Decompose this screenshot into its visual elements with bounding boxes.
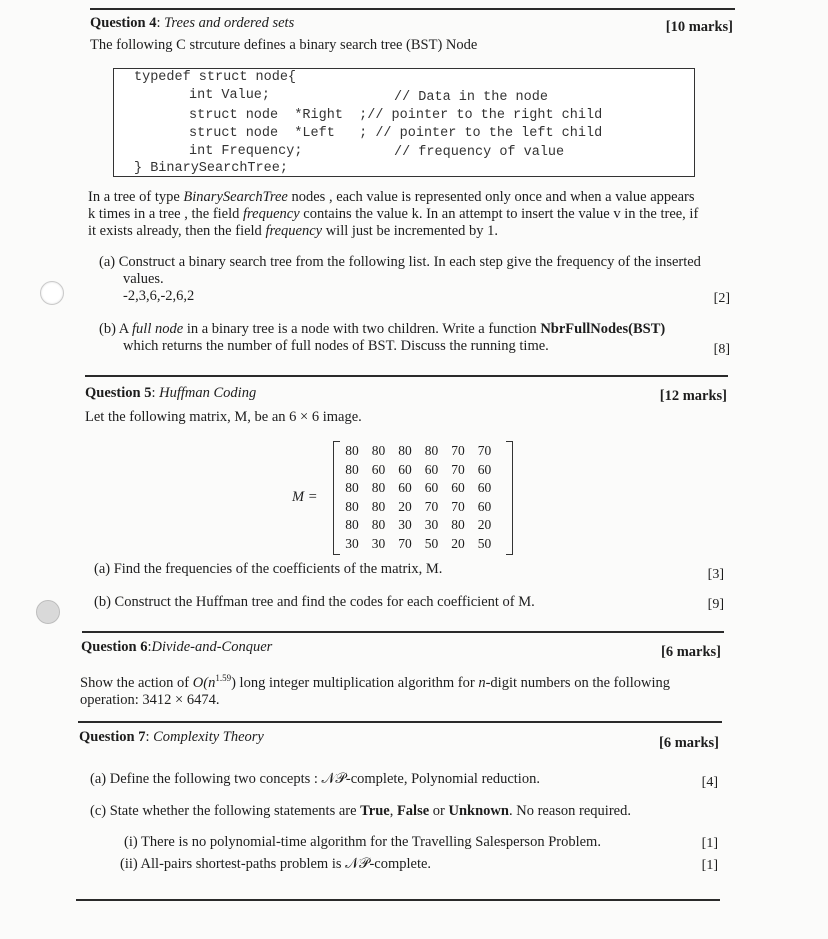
q4-a-marks: [2] — [713, 291, 730, 306]
q4-marks: [10 marks] — [665, 19, 733, 35]
matrix-cell: 80 — [345, 443, 359, 458]
matrix-cell: 50 — [477, 536, 492, 551]
q7-a-marks: [4] — [701, 775, 718, 790]
code-line: } BinarySearchTree; — [134, 161, 288, 176]
top-rule — [90, 8, 735, 10]
matrix-cell: 80 — [371, 480, 386, 496]
code-comment: // frequency of value — [394, 145, 565, 160]
matrix-cell: 70 — [424, 498, 439, 514]
q4-part-b: (b) A full node in a binary tree is a node with two children. Write a function NbrFullNodes(BST) which returns the number of full nodes of BST. Discuss the running time. — [99, 321, 666, 354]
section-rule — [82, 631, 724, 633]
q7-i-marks: [1] — [701, 836, 718, 851]
q7-ii-marks: [1] — [701, 858, 718, 873]
matrix-m — [333, 441, 513, 554]
matrix-cell: 30 — [345, 536, 359, 551]
matrix-left-bracket — [333, 441, 340, 555]
matrix-cell: 20 — [451, 536, 465, 551]
q4-part-a: (a) Construct a binary search tree from the following list. In each step give the frequency of the inserted values. -2,3,6,-2,6,2 — [99, 254, 701, 304]
matrix-cell: 80 — [371, 443, 386, 458]
matrix-cell: 30 — [371, 536, 386, 551]
q4-intro: The following C strcuture defines a binary search tree (BST) Node — [90, 37, 478, 53]
q6-title: Question 6:Divide-and-Conquer — [81, 639, 273, 655]
matrix-cell: 60 — [371, 461, 386, 477]
section-rule — [78, 721, 722, 723]
matrix-cell: 70 — [398, 536, 412, 551]
q5-part-a: (a) Find the frequencies of the coefficients of the matrix, M. — [94, 561, 443, 577]
matrix-cell: 30 — [424, 517, 439, 533]
matrix-cell: 20 — [398, 498, 412, 514]
matrix-cell: 80 — [345, 517, 359, 533]
q5-a-marks: [3] — [707, 567, 724, 582]
matrix-cell: 60 — [477, 498, 492, 514]
q4-b-marks: [8] — [713, 342, 730, 357]
matrix-cell: 30 — [398, 517, 412, 533]
matrix-cell: 60 — [477, 480, 492, 496]
q7-part-c: (c) State whether the following statements are True, False or Unknown. No reason required. — [90, 803, 631, 819]
section-rule — [85, 375, 728, 377]
matrix-cell: 60 — [477, 461, 492, 477]
q5-title: Question 5: Huffman Coding — [85, 385, 257, 401]
q4-paragraph: In a tree of type BinarySearchTree nodes , each value is represented only once and when a value appears k times in a tree , the field frequency contains the value k. In an attempt to insert the value v in the tree, if it exists already, then the field frequency will just be incremented by 1. — [88, 189, 699, 239]
q7-part-c-ii: (ii) All-pairs shortest-paths problem is 𝒩𝒫-complete. — [120, 856, 432, 872]
q5-b-marks: [9] — [707, 597, 724, 612]
code-line: int Frequency; — [189, 144, 303, 159]
matrix-cell: 80 — [345, 480, 359, 496]
matrix-cell: 70 — [451, 498, 465, 514]
matrix-cell: 80 — [398, 443, 412, 458]
matrix-cell: 60 — [398, 480, 412, 496]
code-comment: // Data in the node — [394, 90, 548, 105]
q7-marks: [6 marks] — [658, 735, 719, 751]
bottom-rule — [76, 899, 720, 901]
matrix-cell: 70 — [451, 461, 465, 477]
code-line: struct node *Right ;// pointer to the right child — [189, 108, 603, 123]
binder-hole — [40, 281, 64, 305]
q7-part-c-i: (i) There is no polynomial-time algorithm for the Travelling Salesperson Problem. — [124, 834, 601, 850]
matrix-cell: 70 — [477, 443, 492, 458]
q5-part-b: (b) Construct the Huffman tree and find the codes for each coefficient of M. — [94, 594, 535, 610]
matrix-right-bracket — [506, 441, 513, 555]
matrix-cell: 60 — [424, 461, 439, 477]
matrix-cell: 80 — [371, 498, 386, 514]
matrix-cell: 80 — [451, 517, 465, 533]
code-line: struct node *Left ; // pointer to the left child — [189, 126, 603, 141]
matrix-cell: 50 — [424, 536, 439, 551]
matrix-cell: 70 — [451, 443, 465, 458]
q5-intro: Let the following matrix, M, be an 6 × 6 image. — [85, 409, 362, 425]
code-block — [113, 68, 695, 177]
matrix-cell: 80 — [345, 461, 359, 477]
q7-part-a: (a) Define the following two concepts : 𝒩𝒫-complete, Polynomial reduction. — [90, 771, 540, 787]
matrix-cell: 80 — [345, 498, 359, 514]
code-line: typedef struct node{ — [134, 70, 297, 85]
matrix-cell: 80 — [424, 443, 439, 458]
code-line: int Value; — [189, 88, 271, 103]
binder-hole — [36, 600, 60, 624]
q4-title: Question 4: Trees and ordered sets — [90, 15, 295, 31]
matrix-cell: 60 — [424, 480, 439, 496]
q5-marks: [12 marks] — [659, 388, 727, 404]
q7-title: Question 7: Complexity Theory — [79, 729, 264, 745]
matrix-label: M = — [292, 489, 318, 505]
matrix-cell: 80 — [371, 517, 386, 533]
q6-marks: [6 marks] — [660, 644, 721, 660]
matrix-cell: 60 — [451, 480, 465, 496]
q6-body: Show the action of $O(n^{1.59})$ long integer multiplication algorithm for n-digit numbers on the following operation: 3412 × 6474. — [80, 673, 671, 708]
matrix-cell: 20 — [477, 517, 492, 533]
matrix-cell: 60 — [398, 461, 412, 477]
